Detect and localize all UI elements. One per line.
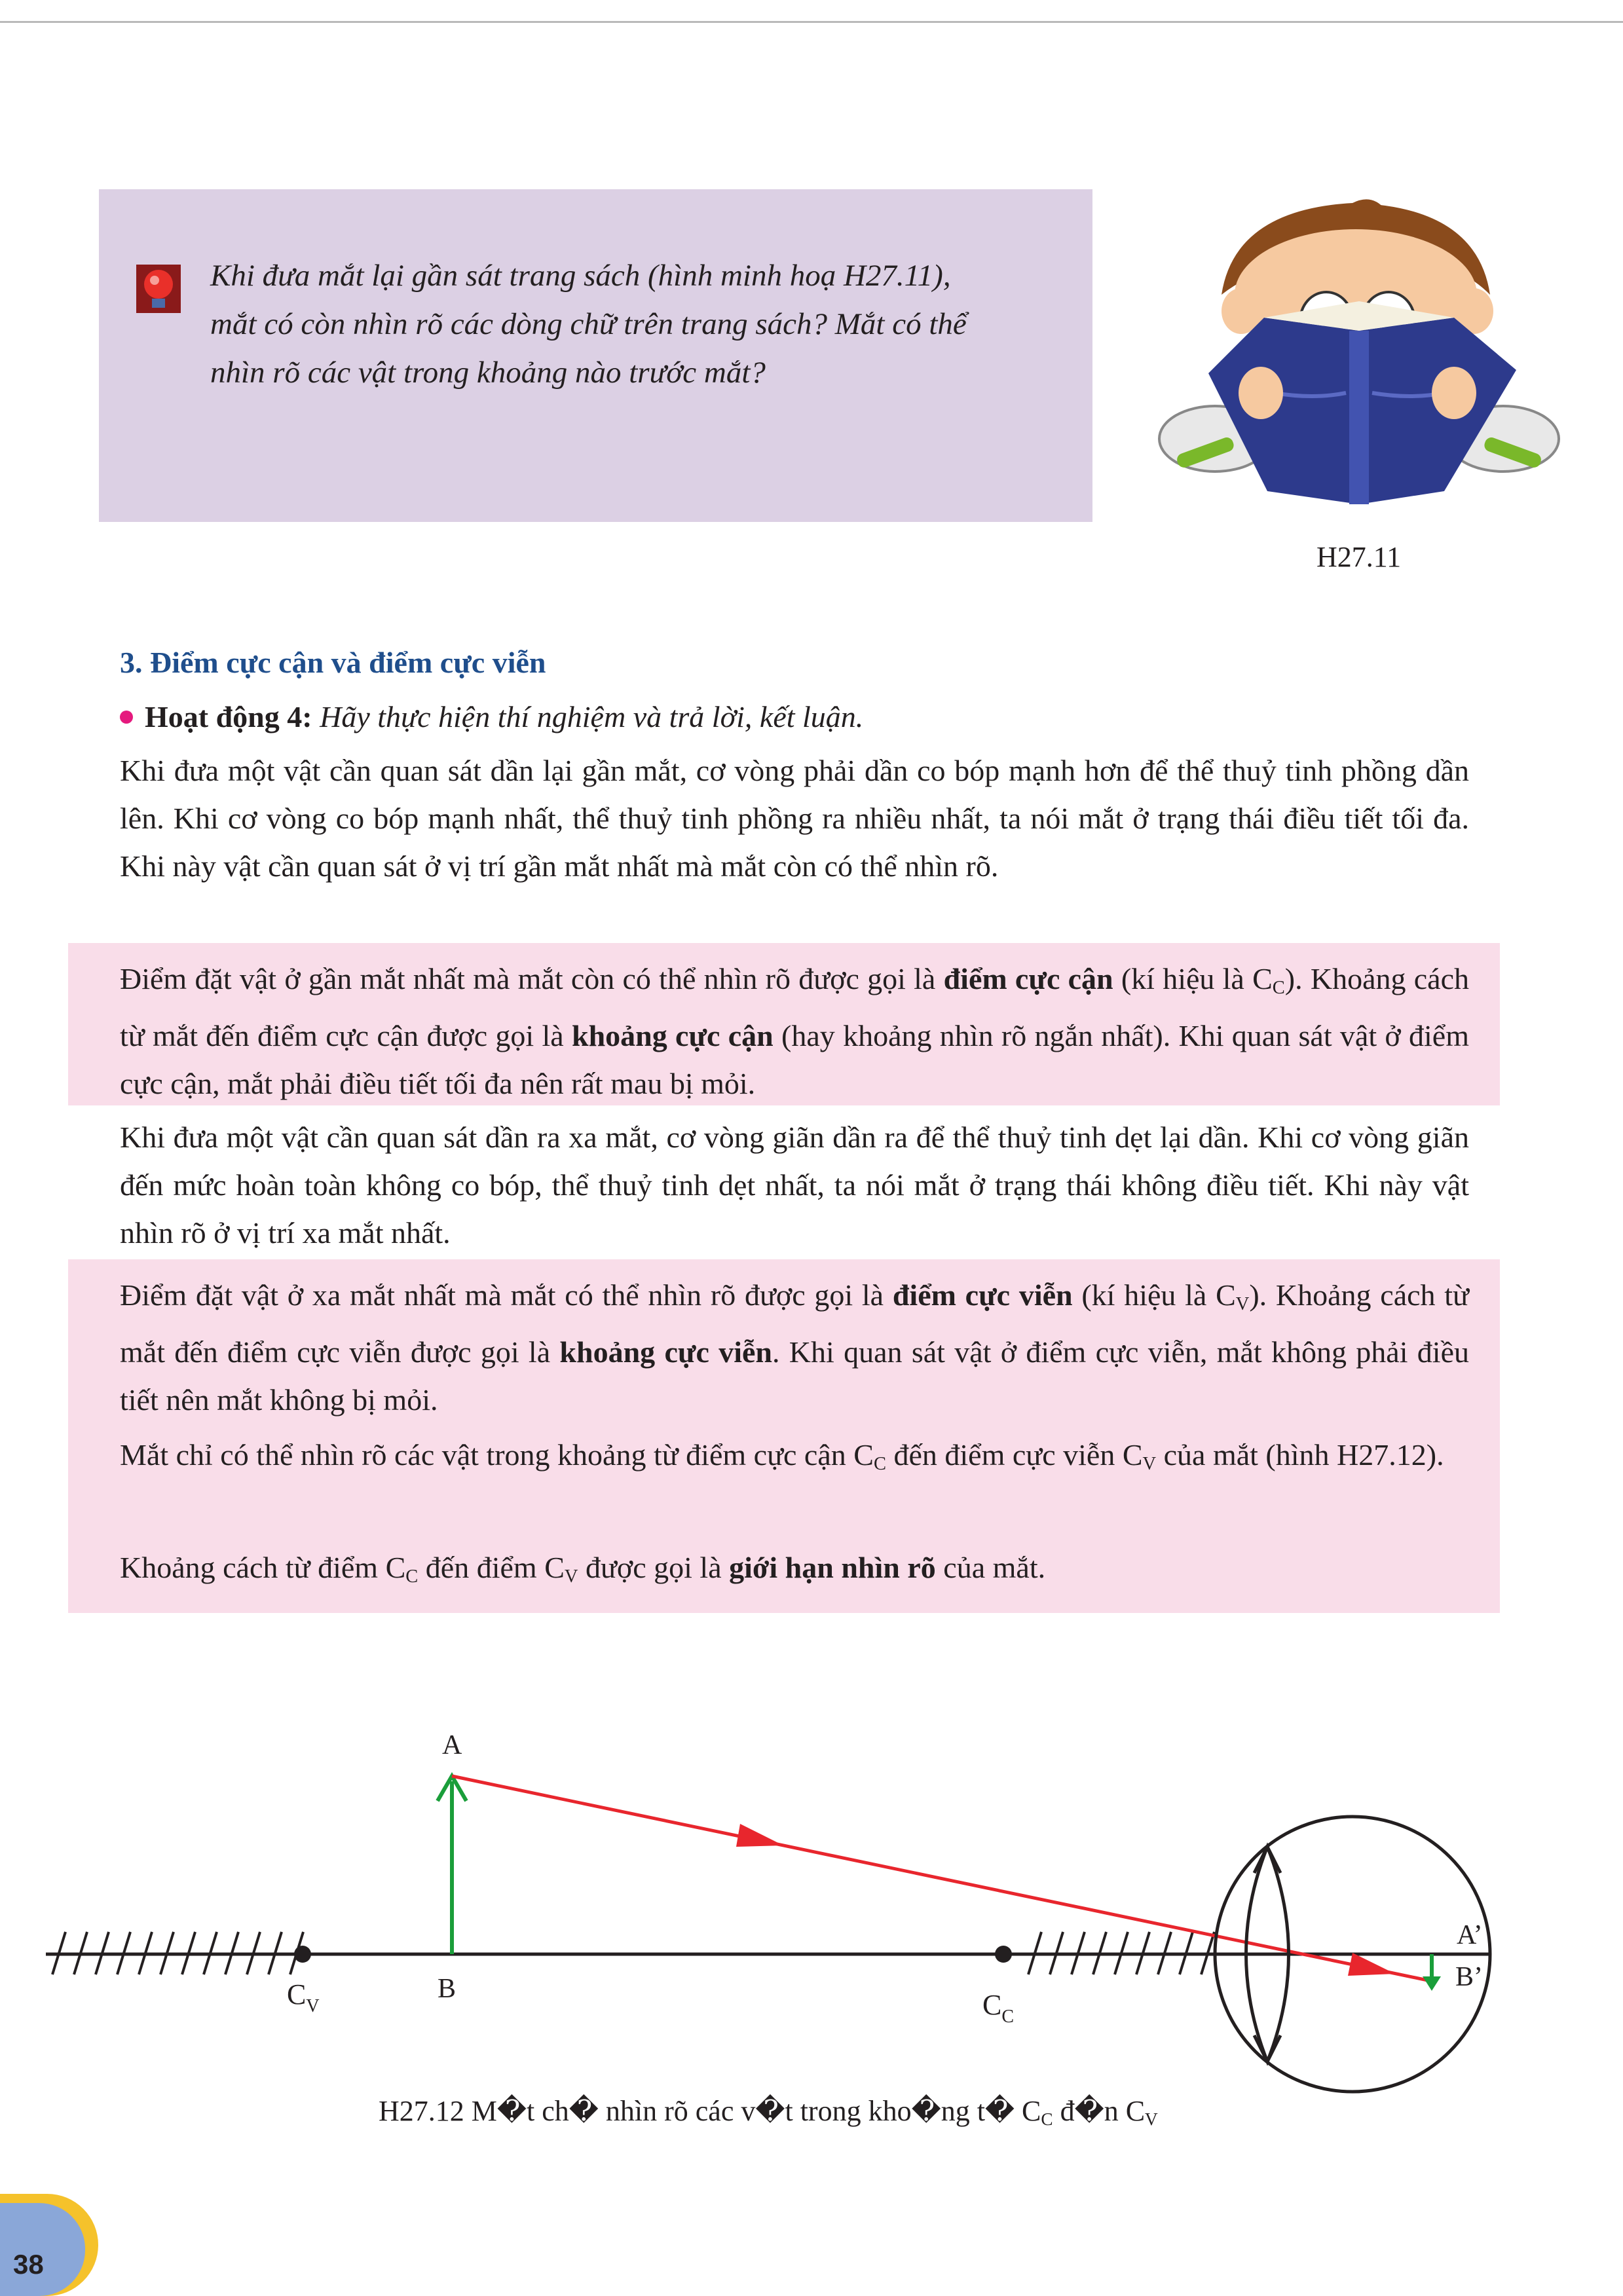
label-cv-main: C	[287, 1978, 307, 2010]
term-clear-vision-limit: giới hạn nhìn rõ	[729, 1551, 936, 1584]
text-run: Điểm đặt vật ở xa mắt nhất mà mắt có thể nhìn rõ được gọi là	[120, 1278, 893, 1312]
question-line: nhìn rõ các vật trong khoảng nào trước mắt?	[210, 356, 766, 390]
definition-near-point	[120, 955, 1469, 1107]
label-a-prime: A’	[1457, 1920, 1483, 1950]
term-near-distance: khoảng cực cận	[571, 1019, 774, 1053]
label-b: B	[438, 1974, 457, 2004]
bullet-dot-icon	[120, 711, 133, 724]
page-number-tab	[0, 2194, 98, 2296]
text-run: H27.12 M�t ch� nhìn rõ các v�t trong kho�ng t� C	[379, 2095, 1041, 2127]
text-run: . Khi quan sát vật ở điểm cực viễn, mắt không phải điều tiết nên mắt không bị mỏi.	[120, 1335, 1469, 1417]
subscript: C	[1272, 978, 1285, 999]
question-box	[99, 189, 1092, 522]
ray-arrow-end	[1348, 1953, 1395, 1976]
label-cc-sub: C	[1001, 2007, 1015, 2027]
figure-2-caption	[379, 2094, 1158, 2130]
subscript: V	[1145, 2109, 1158, 2129]
label-b-prime: B’	[1455, 1962, 1483, 1992]
top-rule	[0, 21, 1623, 23]
text-run: được gọi là	[578, 1551, 730, 1584]
text-run: đến điểm C	[418, 1551, 565, 1584]
text-run: (hay khoảng nhìn rõ ngắn nhất). Khi quan sát vật ở điểm cực cận, mắt phải điều tiết tối đa nên rất mau bị mỏi.	[120, 1019, 1469, 1101]
text-run: Điểm đặt vật ở gần mắt nhất mà mắt còn có thể nhìn rõ được gọi là	[120, 962, 944, 995]
question-line: mắt có còn nhìn rõ các dòng chữ trên trang sách? Mắt có thể	[210, 307, 967, 341]
paragraph-far-point-intro: Khi đưa một vật cần quan sát dần ra xa mắt, cơ vòng giãn dần ra để thể thuỷ tinh dẹt lại dần. Khi cơ vòng giãn đến mức hoàn toàn không co bóp, thể thuỷ tinh dẹt nhất, ta nói mắt ở trạng thái không điều tiết. Khi này vật nhìn rõ ở vị trí xa mắt nhất.	[120, 1120, 1469, 1250]
figure-1-caption: H27.11	[1316, 541, 1402, 573]
subscript: C	[873, 1454, 886, 1475]
text-run: Mắt chỉ có thể nhìn rõ các vật trong khoảng từ điểm cực cận C	[120, 1438, 874, 1472]
text-run: ). Khoảng cách từ mắt đến điểm cực cận được gọi là	[120, 962, 1469, 1053]
label-cc	[982, 1989, 1014, 2027]
text-run: Khoảng cách từ điểm C	[120, 1551, 406, 1584]
statement-clear-vision-limit	[120, 1544, 1469, 1601]
statement-viewing-range	[120, 1431, 1469, 1488]
question-text	[210, 251, 1068, 397]
subscript: V	[1235, 1294, 1250, 1315]
label-cv-sub: V	[306, 1996, 320, 2016]
text-run: (kí hiệu là C	[1113, 962, 1273, 995]
section-title: 3. Điểm cực cận và điểm cực viễn	[120, 646, 546, 679]
label-a: A	[442, 1730, 462, 1760]
point-cv	[294, 1946, 311, 1963]
hatch-right	[1028, 1932, 1214, 1974]
question-line: Khi đưa mắt lại gần sát trang sách (hình minh hoạ H27.11),	[210, 259, 951, 293]
subscript: V	[564, 1566, 578, 1587]
page-number: 38	[13, 2249, 44, 2280]
image-arrowhead	[1423, 1976, 1441, 1991]
subscript: V	[1142, 1454, 1157, 1475]
boy-reading-book-illustration	[1136, 196, 1569, 504]
label-cc-main: C	[982, 1989, 1002, 2021]
activity-text: Hãy thực hiện thí nghiệm và trả lời, kết luận.	[320, 700, 864, 733]
activity-line	[120, 699, 863, 734]
term-far-distance: khoảng cực viễn	[559, 1335, 772, 1369]
text-run: đến điểm cực viễn C	[886, 1438, 1143, 1472]
activity-label: Hoạt động 4:	[145, 700, 312, 733]
subscript: C	[1041, 2109, 1053, 2129]
light-ray	[452, 1776, 1428, 1980]
point-cc	[995, 1946, 1012, 1963]
text-run: của mắt (hình H27.12).	[1156, 1438, 1444, 1472]
text-run: của mắt.	[935, 1551, 1046, 1584]
subscript: C	[405, 1566, 419, 1587]
text-run: đ�n C	[1053, 2095, 1146, 2127]
label-cv	[287, 1978, 320, 2016]
term-near-point: điểm cực cận	[943, 962, 1113, 995]
ray-arrow-mid	[736, 1824, 783, 1847]
red-bulb-icon	[135, 263, 182, 314]
paragraph-near-point-intro: Khi đưa một vật cần quan sát dần lại gần mắt, cơ vòng phải dần co bóp mạnh hơn để thể thuỷ tinh phồng dần lên. Khi cơ vòng co bóp mạnh nhất, thể thuỷ tinh phồng ra nhiều nhất, ta nói mắt ở trạng thái điều tiết tối đa. Khi này vật cần quan sát ở vị trí gần mắt nhất mà mắt còn có thể nhìn rõ.	[120, 754, 1469, 883]
text-run: ). Khoảng cách từ mắt đến điểm cực viễn được gọi là	[120, 1278, 1469, 1369]
text-run: (kí hiệu là C	[1072, 1278, 1236, 1312]
term-far-point: điểm cực viễn	[892, 1278, 1073, 1312]
eye-range-diagram	[0, 1716, 1623, 2109]
definition-far-point	[120, 1271, 1469, 1424]
